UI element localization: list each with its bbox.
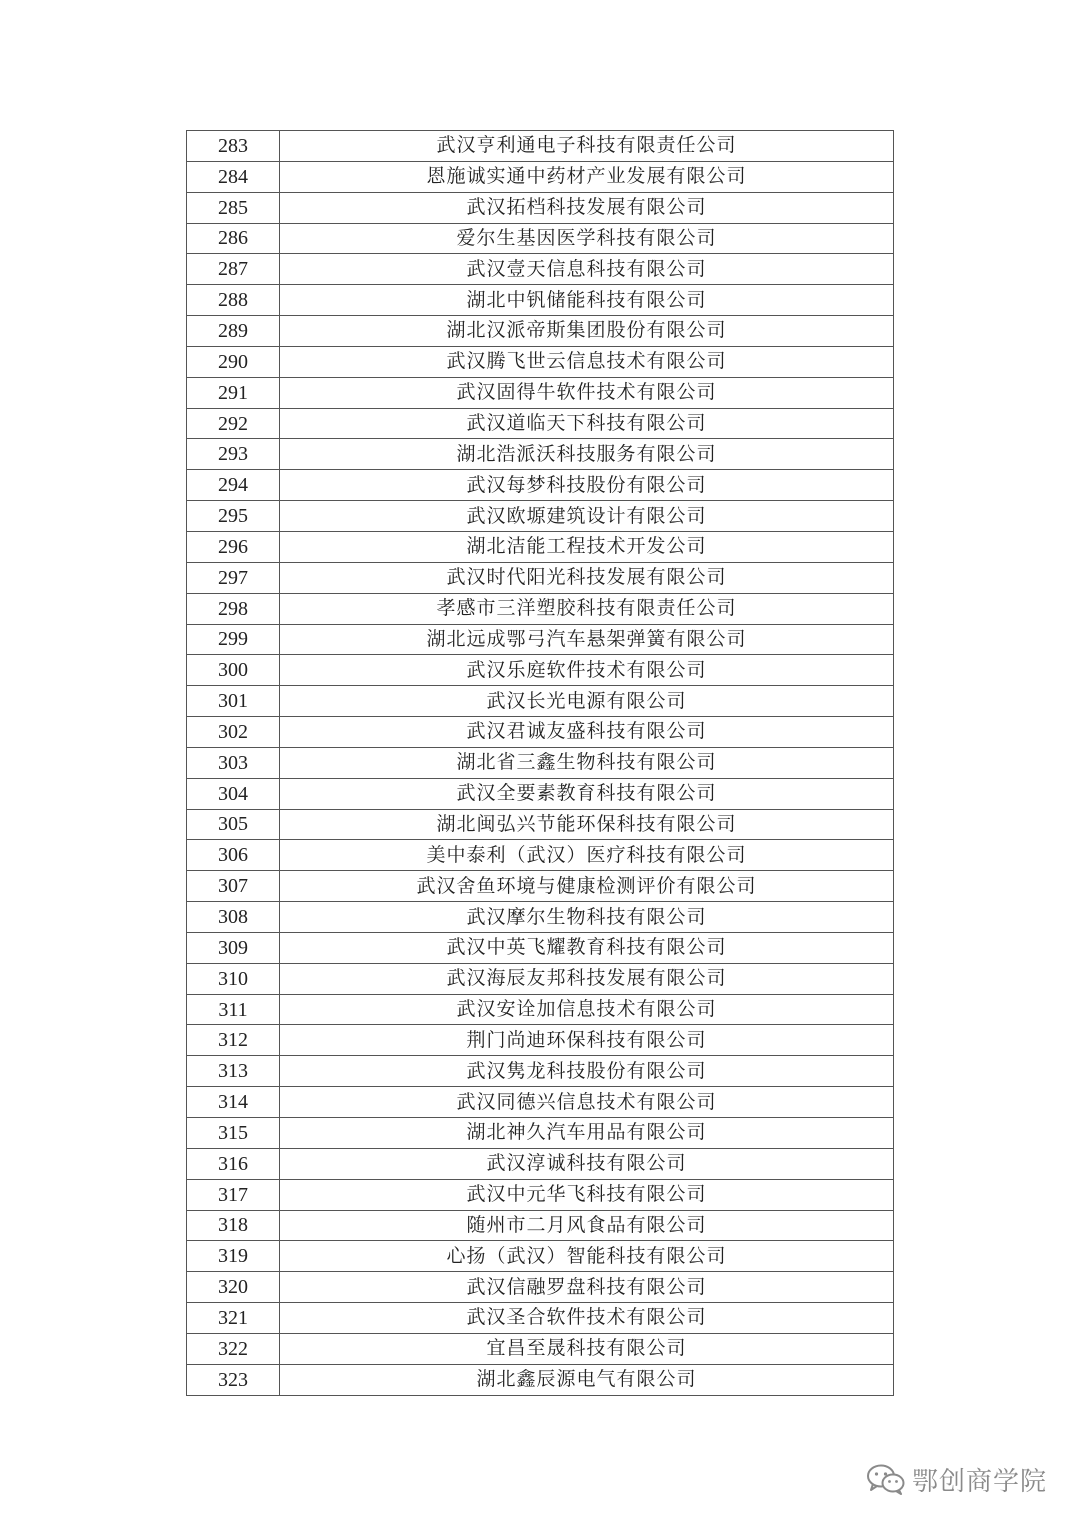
company-name: 宜昌至晟科技有限公司 <box>280 1333 894 1364</box>
row-number: 314 <box>187 1087 280 1118</box>
table-row <box>187 1025 894 1056</box>
company-name: 武汉摩尔生物科技有限公司 <box>280 902 894 933</box>
table-row <box>187 624 894 655</box>
row-number: 305 <box>187 809 280 840</box>
table-row <box>187 223 894 254</box>
row-number: 285 <box>187 192 280 223</box>
watermark <box>866 1457 1047 1501</box>
row-number: 294 <box>187 470 280 501</box>
row-number: 321 <box>187 1303 280 1334</box>
company-name: 武汉拓档科技发展有限公司 <box>280 192 894 223</box>
company-name: 湖北神久汽车用品有限公司 <box>280 1118 894 1149</box>
row-number: 315 <box>187 1118 280 1149</box>
watermark-text: 鄂创商学院 <box>912 1466 1048 1497</box>
table-row <box>187 747 894 778</box>
table-row <box>187 1210 894 1241</box>
company-name: 武汉信融罗盘科技有限公司 <box>280 1272 894 1303</box>
row-number: 290 <box>187 346 280 377</box>
table-body <box>187 131 894 1396</box>
company-name: 湖北洁能工程技术开发公司 <box>280 531 894 562</box>
company-name: 武汉道临天下科技有限公司 <box>280 408 894 439</box>
table-row <box>187 531 894 562</box>
company-name: 湖北中钒储能科技有限公司 <box>280 285 894 316</box>
row-number: 292 <box>187 408 280 439</box>
row-number: 322 <box>187 1333 280 1364</box>
table-row <box>187 994 894 1025</box>
table-row <box>187 501 894 532</box>
table-row <box>187 1272 894 1303</box>
row-number: 320 <box>187 1272 280 1303</box>
company-name: 武汉安诠加信息技术有限公司 <box>280 994 894 1025</box>
company-name: 武汉隽龙科技股份有限公司 <box>280 1056 894 1087</box>
table-row <box>187 686 894 717</box>
row-number: 303 <box>187 747 280 778</box>
row-number: 318 <box>187 1210 280 1241</box>
table-row <box>187 408 894 439</box>
company-name: 湖北汉派帝斯集团股份有限公司 <box>280 316 894 347</box>
table-row <box>187 871 894 902</box>
table-row <box>187 1148 894 1179</box>
table-row <box>187 1087 894 1118</box>
company-name: 武汉舍鱼环境与健康检测评价有限公司 <box>280 871 894 902</box>
row-number: 297 <box>187 562 280 593</box>
row-number: 308 <box>187 902 280 933</box>
table-row <box>187 161 894 192</box>
company-name: 武汉亨利通电子科技有限责任公司 <box>280 131 894 162</box>
company-name: 武汉全要素教育科技有限公司 <box>280 778 894 809</box>
table-row <box>187 346 894 377</box>
row-number: 284 <box>187 161 280 192</box>
row-number: 313 <box>187 1056 280 1087</box>
row-number: 310 <box>187 963 280 994</box>
row-number: 298 <box>187 593 280 624</box>
row-number: 306 <box>187 840 280 871</box>
company-name: 爱尔生基因医学科技有限公司 <box>280 223 894 254</box>
row-number: 299 <box>187 624 280 655</box>
company-list-table <box>186 130 894 1396</box>
company-name: 美中泰利（武汉）医疗科技有限公司 <box>280 840 894 871</box>
company-name: 湖北省三鑫生物科技有限公司 <box>280 747 894 778</box>
company-name: 武汉长光电源有限公司 <box>280 686 894 717</box>
table-row <box>187 377 894 408</box>
table-row <box>187 1179 894 1210</box>
table-row <box>187 778 894 809</box>
row-number: 316 <box>187 1148 280 1179</box>
row-number: 302 <box>187 717 280 748</box>
company-name: 湖北鑫辰源电气有限公司 <box>280 1364 894 1395</box>
row-number: 286 <box>187 223 280 254</box>
table-row <box>187 562 894 593</box>
row-number: 300 <box>187 655 280 686</box>
company-name: 武汉淳诚科技有限公司 <box>280 1148 894 1179</box>
table-row <box>187 963 894 994</box>
company-name: 武汉中元华飞科技有限公司 <box>280 1179 894 1210</box>
row-number: 312 <box>187 1025 280 1056</box>
row-number: 288 <box>187 285 280 316</box>
company-name: 武汉圣合软件技术有限公司 <box>280 1303 894 1334</box>
company-name: 武汉中英飞耀教育科技有限公司 <box>280 932 894 963</box>
table-row <box>187 1364 894 1395</box>
table-row <box>187 840 894 871</box>
table-row <box>187 131 894 162</box>
table-row <box>187 1118 894 1149</box>
row-number: 307 <box>187 871 280 902</box>
company-name: 武汉欧塬建筑设计有限公司 <box>280 501 894 532</box>
company-name: 湖北浩派沃科技服务有限公司 <box>280 439 894 470</box>
company-name: 湖北闽弘兴节能环保科技有限公司 <box>280 809 894 840</box>
company-name: 孝感市三洋塑胶科技有限责任公司 <box>280 593 894 624</box>
table-row <box>187 285 894 316</box>
company-name: 随州市二月风食品有限公司 <box>280 1210 894 1241</box>
company-name: 武汉壹天信息科技有限公司 <box>280 254 894 285</box>
table-row <box>187 655 894 686</box>
table-row <box>187 717 894 748</box>
company-name: 武汉时代阳光科技发展有限公司 <box>280 562 894 593</box>
company-name: 恩施诚实通中药材产业发展有限公司 <box>280 161 894 192</box>
table-row <box>187 1333 894 1364</box>
row-number: 317 <box>187 1179 280 1210</box>
row-number: 289 <box>187 316 280 347</box>
company-name: 武汉君诚友盛科技有限公司 <box>280 717 894 748</box>
row-number: 296 <box>187 531 280 562</box>
row-number: 323 <box>187 1364 280 1395</box>
row-number: 319 <box>187 1241 280 1272</box>
row-number: 304 <box>187 778 280 809</box>
table-row <box>187 316 894 347</box>
table-row <box>187 593 894 624</box>
row-number: 283 <box>187 131 280 162</box>
row-number: 291 <box>187 377 280 408</box>
row-number: 301 <box>187 686 280 717</box>
company-name: 心扬（武汉）智能科技有限公司 <box>280 1241 894 1272</box>
table-row <box>187 192 894 223</box>
table-row <box>187 254 894 285</box>
company-name: 武汉同德兴信息技术有限公司 <box>280 1087 894 1118</box>
company-name: 武汉固得牛软件技术有限公司 <box>280 377 894 408</box>
row-number: 295 <box>187 501 280 532</box>
table-row <box>187 439 894 470</box>
table-row <box>187 809 894 840</box>
table-row <box>187 470 894 501</box>
company-name: 湖北远成鄂弓汽车悬架弹簧有限公司 <box>280 624 894 655</box>
table-row <box>187 1303 894 1334</box>
company-name: 武汉每梦科技股份有限公司 <box>280 470 894 501</box>
table-row <box>187 1241 894 1272</box>
table-row <box>187 902 894 933</box>
company-name: 武汉海辰友邦科技发展有限公司 <box>280 963 894 994</box>
company-name: 荆门尚迪环保科技有限公司 <box>280 1025 894 1056</box>
company-name: 武汉腾飞世云信息技术有限公司 <box>280 346 894 377</box>
wechat-icon <box>866 1463 906 1495</box>
table-row <box>187 932 894 963</box>
table-row <box>187 1056 894 1087</box>
company-name: 武汉乐庭软件技术有限公司 <box>280 655 894 686</box>
row-number: 311 <box>187 994 280 1025</box>
row-number: 309 <box>187 932 280 963</box>
row-number: 287 <box>187 254 280 285</box>
row-number: 293 <box>187 439 280 470</box>
